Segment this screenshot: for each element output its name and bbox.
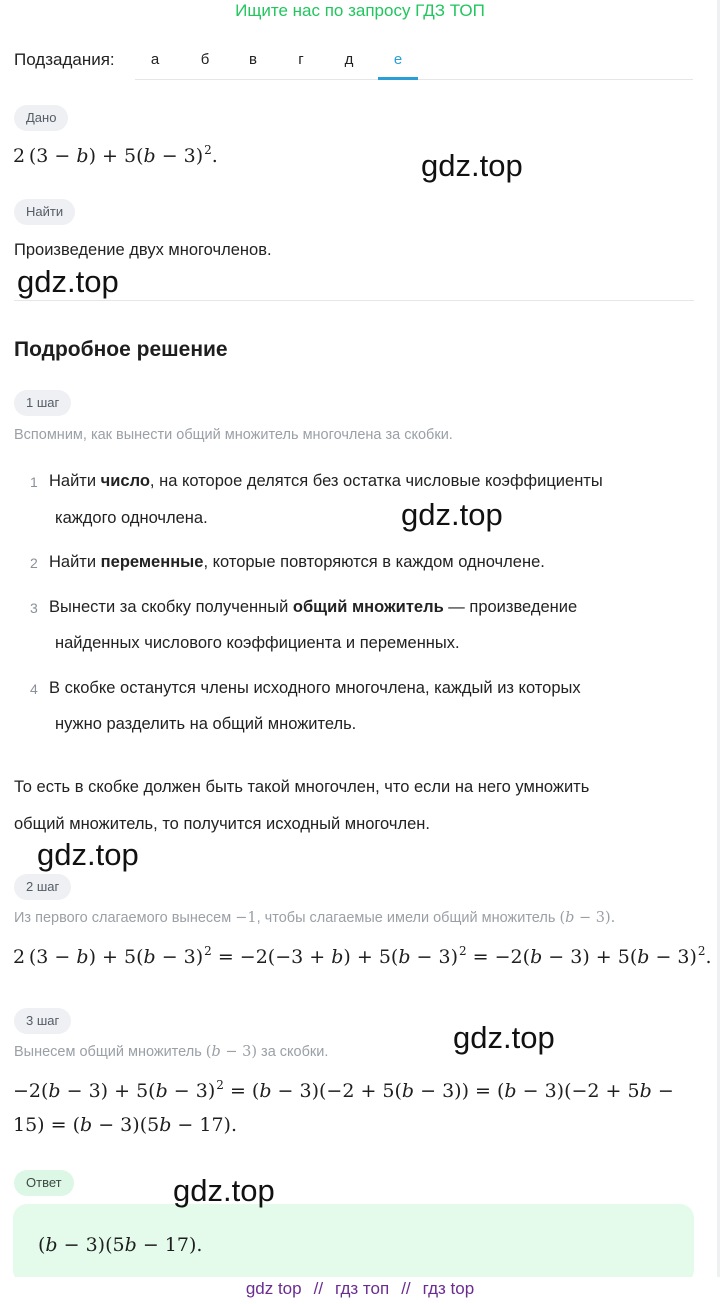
list-item-line: В скобке останутся члены исходного многочлена, каждый из которых: [49, 679, 581, 697]
tab-e[interactable]: е: [378, 44, 418, 80]
footer-separator: //: [313, 1279, 324, 1298]
list-item-line: Вынести за скобку полученный общий множитель — произведение: [49, 598, 578, 616]
item-number: 3: [30, 600, 38, 616]
step1-intro: Вспомним, как вынести общий множитель многочлена за скобки.: [14, 427, 453, 443]
summary-line: То есть в скобке должен быть такой многочлен, что если на него умножить: [14, 778, 590, 796]
tab-g[interactable]: г: [298, 51, 304, 68]
tab-b[interactable]: б: [200, 51, 210, 68]
subtask-tabs: [135, 44, 693, 80]
watermark: gdz.top: [37, 837, 139, 872]
find-chip: Найти: [14, 199, 75, 225]
item-number: 4: [30, 681, 38, 697]
footer-link[interactable]: гдз топ: [335, 1279, 390, 1298]
footer-link[interactable]: гдз top: [422, 1279, 475, 1298]
item-number: 2: [30, 555, 38, 571]
step2-text: Из первого слагаемого вынесем −1, чтобы слагаемые имели общий множитель (b − 3).: [14, 910, 616, 926]
tab-v[interactable]: в: [249, 51, 257, 68]
item-number: 1: [30, 474, 38, 490]
subtasks-label: Подзадания:: [14, 50, 115, 69]
footer-links: [0, 1277, 720, 1304]
watermark: gdz.top: [453, 1020, 555, 1055]
solution-heading: Подробное решение: [14, 338, 228, 361]
find-text: Произведение двух многочленов.: [14, 241, 272, 259]
tab-d[interactable]: д: [344, 51, 354, 68]
answer-value: (b − 3)(5b − 17).: [38, 1234, 203, 1256]
watermark: gdz.top: [17, 264, 119, 299]
watermark: gdz.top: [401, 497, 503, 532]
footer-separator: //: [401, 1279, 411, 1298]
step3-equation-line1: $-2(b - 3) + 5(b - 3)^2 = (b - 3)(-2 + 5(b - 3)) = (b - 3)(-2 + 5b$ −: [13, 1078, 674, 1102]
given-expression: 2 $(3 - b) + 5(b - 3)^2$.: [13, 143, 218, 167]
step3-chip: 3 шаг: [14, 1008, 71, 1034]
step2-common-factor: (b − 3).: [559, 910, 616, 926]
list-item-line: каждого одночлена.: [55, 509, 208, 527]
divider: [14, 300, 694, 301]
footer-link[interactable]: gdz top: [245, 1279, 302, 1298]
step3-equation-line2: 15) = (b − 3)(5b − 17).: [13, 1114, 238, 1136]
step3-text: Вынесем общий множитель (b − 3) за скобки.: [14, 1044, 329, 1060]
answer-chip: Ответ: [14, 1170, 74, 1196]
search-banner: Ищите нас по запросу ГДЗ ТОП: [235, 1, 485, 20]
list-item-line: найденных числового коэффициента и переменных.: [55, 634, 460, 652]
given-chip: Дано: [14, 105, 68, 131]
watermark: gdz.top: [421, 148, 523, 183]
step1-chip: 1 шаг: [14, 390, 71, 416]
step2-equation: 2 $(3 - b) + 5(b - 3)^2 = -2(-3 + b) + 5(b - 3)^2 = -2(b - 3) + 5(b - 3)^2$.: [13, 944, 712, 968]
list-item-line: Найти число, на которое делятся без остатка числовые коэффициенты: [49, 472, 603, 490]
summary-line: общий множитель, то получится исходный многочлен.: [14, 815, 430, 833]
list-item-line: нужно разделить на общий множитель.: [55, 715, 357, 733]
tab-a[interactable]: а: [150, 51, 160, 68]
list-item-line: Найти переменные, которые повторяются в каждом одночлене.: [49, 553, 545, 571]
watermark: gdz.top: [173, 1173, 275, 1208]
step3-common-factor: (b − 3): [205, 1044, 258, 1060]
step2-chip: 2 шаг: [14, 874, 71, 900]
